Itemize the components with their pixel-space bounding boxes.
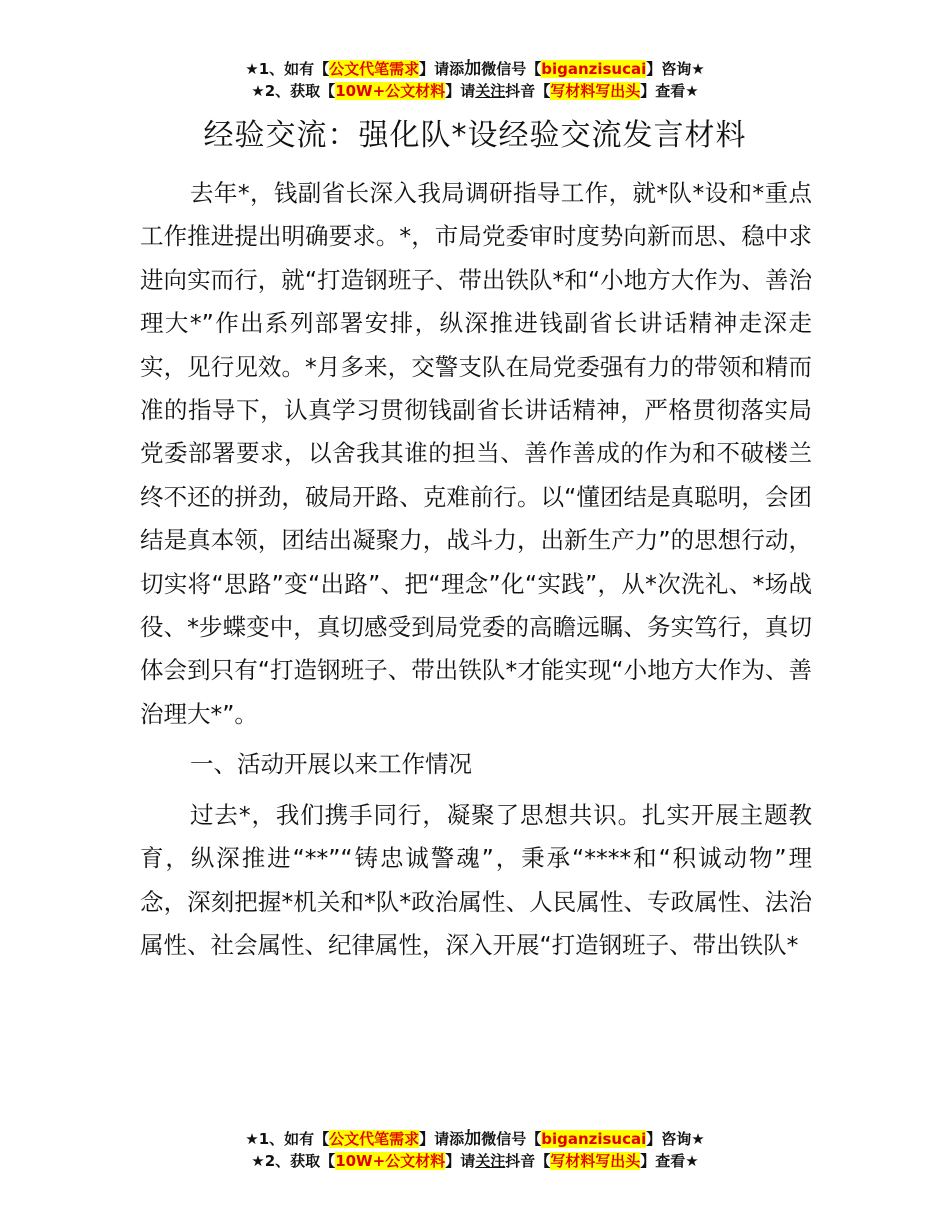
document-body [140,172,812,967]
header-promo-banner [0,58,950,102]
promo-highlight: 10W+公文材料 [335,82,446,100]
promo-line-2: ★2、获取【10W+公文材料】请关注抖音【写材料写出头】查看★ [251,82,699,100]
promo-wechat-id: biganzisucai [541,1130,647,1148]
promo-highlight: 公文代笔需求 [329,60,420,78]
promo-line-2: ★2、获取【10W+公文材料】请关注抖音【写材料写出头】查看★ [251,1152,699,1170]
document-title: 经验交流：强化队*设经验交流发言材料 [203,118,747,153]
promo-douyin-name: 写材料写出头 [550,82,641,100]
promo-highlight: 公文代笔需求 [329,1130,420,1148]
promo-highlight: 10W+公文材料 [335,1152,446,1170]
promo-line-1: ★1、如有【公文代笔需求】请添加微信号【biganzisucai】咨询★ [245,59,705,79]
promo-wechat-id: biganzisucai [541,60,647,78]
promo-douyin-name: 写材料写出头 [550,1152,641,1170]
body-paragraph: 过去*，我们携手同行，凝聚了思想共识。扎实开展主题教育，纵深推进“**”“铸忠诚警魂”，秉承“****和“积诚动物”理念，深刻把握*机关和*队*政治属性、人民属性、专政属性、法治属性、社会属性、纪律属性，深入开展“打造钢班子、带出铁队* [140,800,812,959]
footer-promo-banner [0,1128,950,1172]
promo-line-1: ★1、如有【公文代笔需求】请添加微信号【biganzisucai】咨询★ [245,1129,705,1149]
body-paragraph: 去年*，钱副省长深入我局调研指导工作，就*队*设和*重点工作推进提出明确要求。*，市局党委审时度势向新而思、稳中求进向实而行，就“打造钢班子、带出铁队*和“小地方大作为、善治理大*”作出系列部署安排，纵深推进钱副省长讲话精神走深走实，见行见效。*月多来，交警支队在局党委强有力的带领和精而准的指导下，认真学习贯彻钱副省长讲话精神，严格贯彻落实局党委部署要求，以舍我其谁的担当、善作善成的作为和不破楼兰终不还的拼劲，破局开路、克难前行。以“懂团结是真聪明，会团结是真本领，团结出凝聚力，战斗力，出新生产力”的思想行动，切实将“思路”变“出路”、把“理念”化“实践”，从*次洗礼、*场战役、*步蝶变中，真切感受到局党委的高瞻远瞩、务实笃行，真切体会到只有“打造钢班子、带出铁队*才能实现“小地方大作为、善治理大*”。 [140,179,812,728]
section-heading: 一、活动开展以来工作情况 [190,750,472,779]
